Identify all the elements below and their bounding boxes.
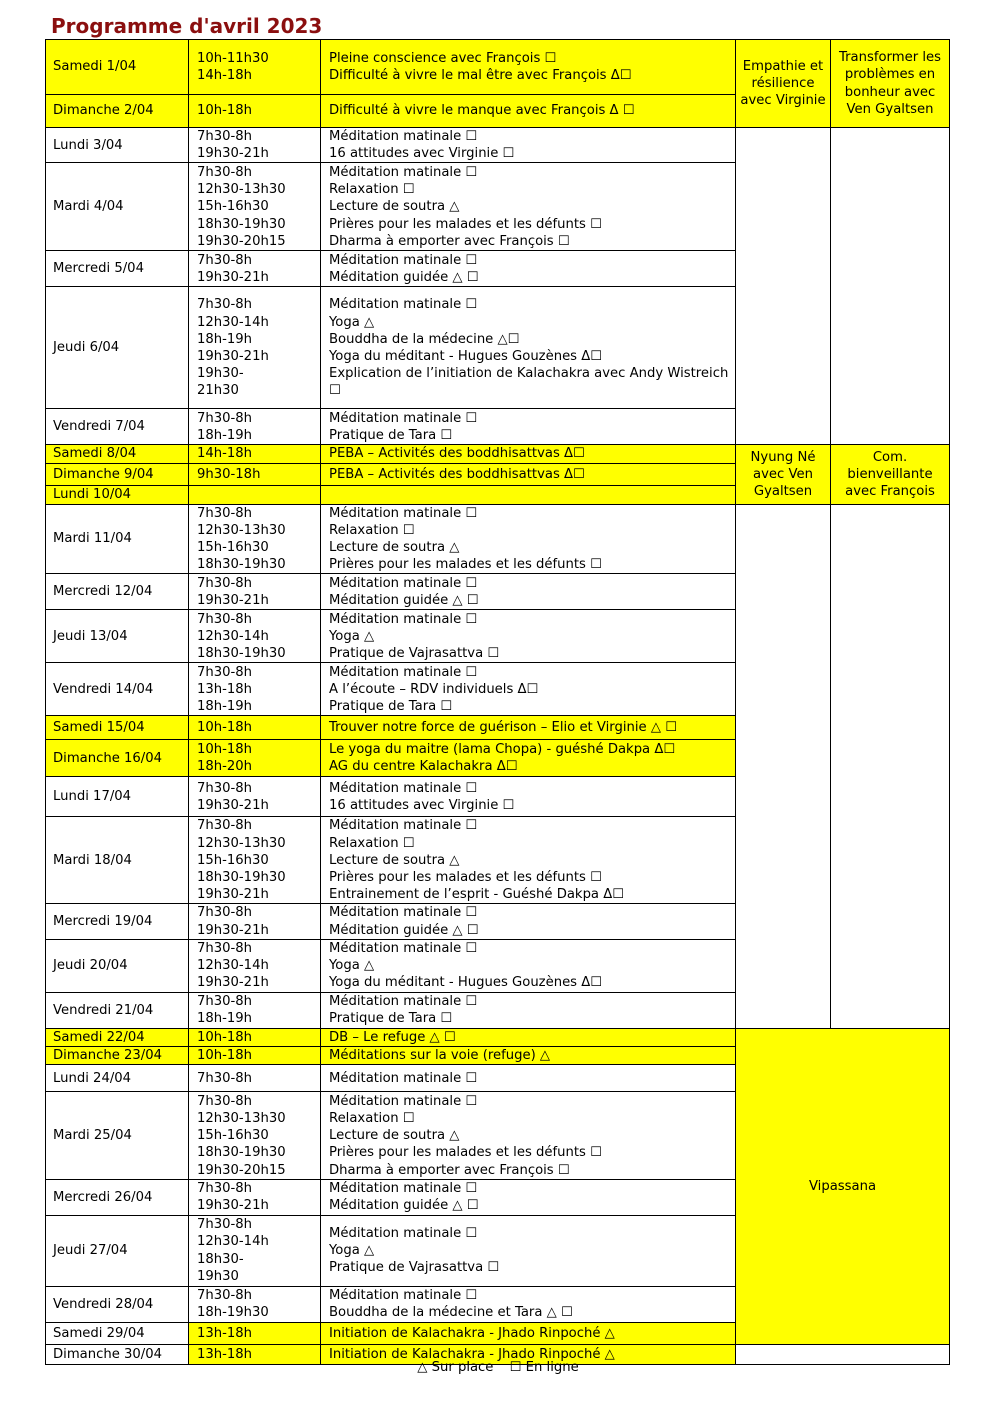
time-cell: 7h30-8h 12h30-13h30 15h-16h30 18h30-19h30 19h30-20h15 xyxy=(189,163,321,251)
time-cell: 10h-18h xyxy=(189,1047,321,1065)
activity-cell: PEBA – Activités des boddhisattvas Δ☐ xyxy=(321,445,736,463)
day-cell: Jeudi 20/04 xyxy=(46,939,189,992)
time-cell: 7h30-8h 13h-18h 18h-19h xyxy=(189,663,321,716)
time-cell: 7h30-8h 12h30-13h30 15h-16h30 18h30-19h30 19h30-21h xyxy=(189,817,321,904)
side-event-nyung-ne: Nyung Né avec Ven Gyaltsen xyxy=(736,445,831,504)
time-cell: 9h30-18h xyxy=(189,463,321,485)
empty-cell xyxy=(736,504,831,1028)
day-cell: Mercredi 19/04 xyxy=(46,904,189,939)
activity-cell: Méditation matinale ☐ Relaxation ☐ Lecture de soutra △ Prières pour les malades et les défunts ☐ xyxy=(321,504,736,574)
day-cell: Lundi 10/04 xyxy=(46,485,189,504)
time-cell: 7h30-8h xyxy=(189,1065,321,1092)
table-row xyxy=(46,504,950,574)
activity-cell: Méditation matinale ☐ Pratique de Tara ☐ xyxy=(321,992,736,1028)
activity-cell: Méditation matinale ☐ 16 attitudes avec Virginie ☐ xyxy=(321,777,736,817)
table-row xyxy=(46,1028,950,1046)
time-cell: 13h-18h xyxy=(189,1344,321,1364)
activity-cell: Le yoga du maitre (lama Chopa) - guéshé Dakpa Δ☐ AG du centre Kalachakra Δ☐ xyxy=(321,740,736,777)
time-cell xyxy=(189,485,321,504)
activity-cell: Méditation matinale ☐ Yoga △ Bouddha de la médecine △☐ Yoga du méditant - Hugues Gouzènes Δ☐ Explication de l’initiation de Kalachakra avec Andy Wistreich ☐ xyxy=(321,287,736,409)
side-event-transformer: Transformer les problèmes en bonheur avec Ven Gyaltsen xyxy=(831,40,950,128)
activity-cell: Méditation matinale ☐ Relaxation ☐ Lecture de soutra △ Prières pour les malades et les défunts ☐ Dharma à emporter avec François ☐ xyxy=(321,163,736,251)
side-event-vipassana: Vipassana xyxy=(736,1028,950,1344)
activity-cell: Méditation matinale ☐ Yoga △ Pratique de Vajrasattva ☐ xyxy=(321,1215,736,1286)
table-row xyxy=(46,128,950,163)
activity-cell: Trouver notre force de guérison – Elio et Virginie △ ☐ xyxy=(321,716,736,740)
time-cell: 7h30-8h 18h-19h xyxy=(189,409,321,445)
legend xyxy=(0,1360,996,1375)
day-cell: Vendredi 14/04 xyxy=(46,663,189,716)
time-cell: 7h30-8h 18h-19h30 xyxy=(189,1286,321,1322)
legend-onsite: △ Sur place xyxy=(417,1360,494,1375)
activity-cell: Méditation matinale ☐ Méditation guidée △ ☐ xyxy=(321,904,736,939)
activity-cell: Méditations sur la voie (refuge) △ xyxy=(321,1047,736,1065)
activity-cell: PEBA – Activités des boddhisattvas Δ☐ xyxy=(321,463,736,485)
day-cell: Dimanche 23/04 xyxy=(46,1047,189,1065)
activity-cell xyxy=(321,485,736,504)
empty-cell xyxy=(831,504,950,1028)
activity-cell: Méditation matinale ☐ Yoga △ Pratique de Vajrasattva ☐ xyxy=(321,610,736,663)
time-cell: 7h30-8h 19h30-21h xyxy=(189,128,321,163)
schedule-table xyxy=(45,39,950,1365)
time-cell: 10h-18h xyxy=(189,716,321,740)
time-cell: 7h30-8h 12h30-13h30 15h-16h30 18h30-19h30 19h30-20h15 xyxy=(189,1092,321,1180)
time-cell: 7h30-8h 19h30-21h xyxy=(189,251,321,287)
day-cell: Jeudi 27/04 xyxy=(46,1215,189,1286)
activity-cell: Méditation matinale ☐ Relaxation ☐ Lecture de soutra △ Prières pour les malades et les défunts ☐ Entrainement de l’esprit - Guéshé Dakpa Δ☐ xyxy=(321,817,736,904)
day-cell: Vendredi 21/04 xyxy=(46,992,189,1028)
day-cell: Vendredi 28/04 xyxy=(46,1286,189,1322)
day-cell: Mardi 18/04 xyxy=(46,817,189,904)
day-cell: Lundi 24/04 xyxy=(46,1065,189,1092)
time-cell: 7h30-8h 12h30-14h 18h30- 19h30 xyxy=(189,1215,321,1286)
table-row xyxy=(46,40,950,95)
activity-cell: Méditation matinale ☐ Yoga △ Yoga du méditant - Hugues Gouzènes Δ☐ xyxy=(321,939,736,992)
time-cell: 10h-11h30 14h-18h xyxy=(189,40,321,95)
activity-cell: DB – Le refuge △ ☐ xyxy=(321,1028,736,1046)
page-title: Programme d'avril 2023 xyxy=(51,14,323,38)
activity-cell: Méditation matinale ☐ Méditation guidée △ ☐ xyxy=(321,251,736,287)
day-cell: Lundi 17/04 xyxy=(46,777,189,817)
day-cell: Dimanche 2/04 xyxy=(46,95,189,128)
side-event-com-bienveillante: Com. bienveillante avec François xyxy=(831,445,950,504)
time-cell: 7h30-8h 12h30-14h 19h30-21h xyxy=(189,939,321,992)
day-cell: Samedi 29/04 xyxy=(46,1322,189,1344)
day-cell: Mercredi 5/04 xyxy=(46,251,189,287)
legend-online: ☐ En ligne xyxy=(509,1360,579,1375)
time-cell: 13h-18h xyxy=(189,1322,321,1344)
day-cell: Samedi 8/04 xyxy=(46,445,189,463)
activity-cell: Initiation de Kalachakra - Jhado Rinpoché △ xyxy=(321,1322,736,1344)
time-cell: 14h-18h xyxy=(189,445,321,463)
side-event-empathie: Empathie et résilience avec Virginie xyxy=(736,40,831,128)
activity-cell: Méditation matinale ☐ Méditation guidée △ ☐ xyxy=(321,1180,736,1215)
time-cell: 7h30-8h 19h30-21h xyxy=(189,777,321,817)
day-cell: Samedi 1/04 xyxy=(46,40,189,95)
day-cell: Lundi 3/04 xyxy=(46,128,189,163)
time-cell: 7h30-8h 12h30-14h 18h30-19h30 xyxy=(189,610,321,663)
activity-cell: Méditation matinale ☐ Pratique de Tara ☐ xyxy=(321,409,736,445)
day-cell: Samedi 15/04 xyxy=(46,716,189,740)
time-cell: 7h30-8h 19h30-21h xyxy=(189,574,321,610)
activity-cell: Difficulté à vivre le manque avec François Δ ☐ xyxy=(321,95,736,128)
day-cell: Vendredi 7/04 xyxy=(46,409,189,445)
day-cell: Dimanche 16/04 xyxy=(46,740,189,777)
activity-cell: Méditation matinale ☐ A l’écoute – RDV individuels Δ☐ Pratique de Tara ☐ xyxy=(321,663,736,716)
time-cell: 7h30-8h 18h-19h xyxy=(189,992,321,1028)
time-cell: 10h-18h xyxy=(189,1028,321,1046)
day-cell: Jeudi 13/04 xyxy=(46,610,189,663)
activity-cell: Méditation matinale ☐ Relaxation ☐ Lecture de soutra △ Prières pour les malades et les défunts ☐ Dharma à emporter avec François ☐ xyxy=(321,1092,736,1180)
activity-cell: Initiation de Kalachakra - Jhado Rinpoché △ xyxy=(321,1344,736,1364)
time-cell: 10h-18h xyxy=(189,95,321,128)
time-cell: 7h30-8h 19h30-21h xyxy=(189,1180,321,1215)
activity-cell: Méditation matinale ☐ xyxy=(321,1065,736,1092)
day-cell: Jeudi 6/04 xyxy=(46,287,189,409)
day-cell: Dimanche 9/04 xyxy=(46,463,189,485)
time-cell: 7h30-8h 19h30-21h xyxy=(189,904,321,939)
table-row xyxy=(46,445,950,463)
day-cell: Mardi 25/04 xyxy=(46,1092,189,1180)
empty-cell xyxy=(831,128,950,445)
empty-cell xyxy=(736,128,831,445)
activity-cell: Méditation matinale ☐ Bouddha de la médecine et Tara △ ☐ xyxy=(321,1286,736,1322)
activity-cell: Méditation matinale ☐ Méditation guidée △ ☐ xyxy=(321,574,736,610)
day-cell: Mercredi 26/04 xyxy=(46,1180,189,1215)
activity-cell: Pleine conscience avec François ☐ Difficulté à vivre le mal être avec François Δ☐ xyxy=(321,40,736,95)
day-cell: Mardi 11/04 xyxy=(46,504,189,574)
day-cell: Samedi 22/04 xyxy=(46,1028,189,1046)
activity-cell: Méditation matinale ☐ 16 attitudes avec Virginie ☐ xyxy=(321,128,736,163)
day-cell: Mercredi 12/04 xyxy=(46,574,189,610)
day-cell: Mardi 4/04 xyxy=(46,163,189,251)
time-cell: 7h30-8h 12h30-13h30 15h-16h30 18h30-19h30 xyxy=(189,504,321,574)
time-cell: 7h30-8h 12h30-14h 18h-19h 19h30-21h 19h30- 21h30 xyxy=(189,287,321,409)
day-cell: Dimanche 30/04 xyxy=(46,1344,189,1364)
time-cell: 10h-18h 18h-20h xyxy=(189,740,321,777)
